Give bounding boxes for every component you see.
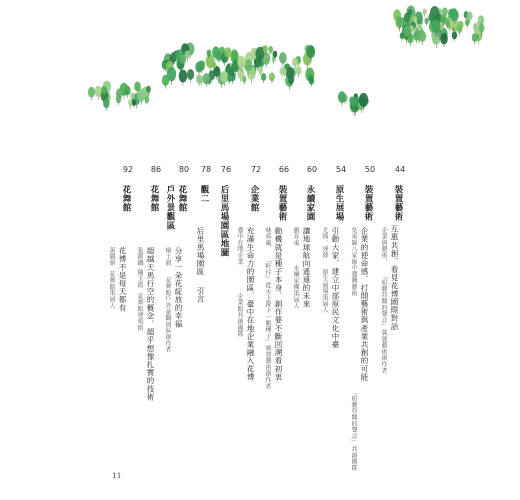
tree-canopy <box>292 58 298 67</box>
tree-canopy <box>167 67 177 81</box>
tree-canopy <box>227 75 232 82</box>
section-sublabel: 戶外景觀區 <box>165 185 175 230</box>
tree-canopy <box>296 66 302 75</box>
entry-byline-role: 「給藝亞聞的聲音」裝置藝術創作者 <box>380 273 387 374</box>
entry-byline: 黃麗娟 <box>108 247 115 266</box>
toc-entry-72[interactable] <box>236 165 264 381</box>
section-label: 花舞館 <box>121 185 131 212</box>
tree-canopy <box>130 92 135 99</box>
tree-canopy <box>268 46 273 53</box>
tree-canopy <box>307 45 316 58</box>
entry-byline-role: 花舞館策展人 <box>108 271 115 309</box>
tree-canopy <box>203 73 211 84</box>
section-label: 裝置藝術 <box>277 185 287 221</box>
tree-canopy <box>273 51 278 58</box>
section-label: 原生展場 <box>334 185 344 221</box>
tree-canopy <box>88 87 95 98</box>
toc-entry-92[interactable] <box>108 165 136 312</box>
section-label: 花舞館 <box>177 185 187 212</box>
tree-canopy <box>134 81 141 91</box>
entry-title: 分享一朵花綻放的幸福 <box>174 247 183 328</box>
entry-byline: 楊士毅 <box>164 247 171 266</box>
tree-canopy <box>187 69 194 80</box>
entry-byline-role: 永續家園策展人 <box>292 265 299 310</box>
toc-entry-78[interactable] <box>196 165 214 304</box>
tree-canopy <box>479 24 485 33</box>
tree-canopy <box>180 54 186 64</box>
tree-canopy <box>440 33 448 44</box>
entry-title: 動機就是種子本身．創作要不斷回溯看初衷 <box>274 227 283 381</box>
tree-canopy <box>445 20 450 27</box>
entry-title: 引動大家．建立中部原民文化中臺 <box>331 227 340 349</box>
tree-canopy <box>309 76 314 84</box>
entry-title: 企業的使命感．打開藝術與產業共創的可能 <box>360 227 369 381</box>
page-number: 86 <box>150 165 162 174</box>
entry-byline-role: 「給藝亞聞的聲音」共創團隊 <box>350 389 357 471</box>
section-label: 花舞館 <box>149 185 159 212</box>
entry-title: 超越天馬行空的概念．超乎想像扎實的技術 <box>146 247 155 401</box>
tree-canopy <box>165 53 170 60</box>
tree-canopy <box>396 16 403 26</box>
section-label: 裝置藝術 <box>363 185 373 221</box>
toc-entry-44[interactable] <box>380 165 408 374</box>
tree-canopy <box>279 52 287 64</box>
page-number: 80 <box>178 165 190 174</box>
toc-entry-76[interactable] <box>218 165 234 257</box>
entry-title: 充滿生命力的園區．臺中在地企業融入花博 <box>246 227 255 381</box>
section-label: 后里馬場園區地圖 <box>219 185 229 257</box>
entry-byline: 臺中在地企業 <box>236 227 243 265</box>
entry-byline-role: 原生展場策展人 <box>321 269 328 314</box>
entry-byline: 吳東錦八家綠中臺灣藝術 <box>350 227 357 297</box>
tree-canopy <box>282 68 287 75</box>
page-number: 66 <box>278 165 290 174</box>
entry-byline-role: 企業館共創團隊 <box>236 293 243 338</box>
entry-title-suffix: 引言 <box>196 287 205 304</box>
page-number: 92 <box>122 165 134 174</box>
tree-canopy <box>403 26 410 37</box>
toc-entry-54[interactable] <box>321 165 349 349</box>
entry-byline: 林舜龍 <box>264 227 271 246</box>
tree-canopy <box>458 21 463 29</box>
forest-illustration <box>0 0 520 140</box>
tree-canopy <box>467 12 473 21</box>
section-label: 永續家園 <box>305 185 315 221</box>
toc-entry-80[interactable] <box>164 165 192 353</box>
entry-byline: 尤瑪．達陸 <box>321 227 328 259</box>
tree-canopy <box>351 97 358 107</box>
tree-canopy <box>125 85 129 91</box>
tree-canopy <box>269 72 275 81</box>
tree-canopy <box>408 9 412 16</box>
tree-canopy <box>288 75 294 84</box>
tree-canopy <box>212 62 216 69</box>
section-label: 裝置藝術 <box>393 185 403 221</box>
page-number: 50 <box>364 165 376 174</box>
tree-canopy <box>423 9 427 16</box>
entry-title: 花博不是每天都有 <box>118 247 127 312</box>
page-number: 76 <box>220 165 232 174</box>
tree-canopy <box>196 75 202 84</box>
toc-entry-50[interactable] <box>350 165 378 471</box>
entry-byline-role: 花舞館建築組 <box>136 293 143 331</box>
tree-canopy <box>263 45 268 53</box>
tree-canopy <box>418 24 423 31</box>
entry-byline: 張源鐵 <box>136 247 143 266</box>
tree-canopy <box>432 20 441 34</box>
tree-canopy <box>179 70 188 83</box>
tree-canopy <box>146 86 151 93</box>
entry-title: 讓地球航向遙遠的未來 <box>302 227 311 308</box>
tree-canopy <box>428 13 434 22</box>
entry-title: 互惠共創．看見花博國際對話 <box>390 225 399 331</box>
tree-canopy <box>424 17 428 24</box>
toc-entry-60[interactable] <box>292 165 320 310</box>
page-number: 44 <box>394 165 406 174</box>
tree-canopy <box>338 91 346 103</box>
entry-byline-2: 陳玉霞 <box>136 269 143 288</box>
tree-canopy <box>116 95 122 103</box>
entry-title: 后里馬場園區 <box>196 227 205 276</box>
tree-canopy <box>440 14 446 23</box>
tree-canopy <box>101 86 107 95</box>
entry-byline-role: 花舞館戶外景觀展區創作者 <box>164 277 171 353</box>
tree-canopy <box>261 73 266 81</box>
tree-canopy <box>132 100 136 106</box>
page-number: 78 <box>200 165 212 174</box>
section-label: 企業館 <box>249 185 259 212</box>
section-label: 觀二 <box>199 185 209 203</box>
page-number: 72 <box>250 165 262 174</box>
tree-canopy <box>103 98 109 108</box>
page-number: 60 <box>306 165 318 174</box>
tree-canopy <box>450 9 458 21</box>
entry-byline: 企業與藝術， <box>380 227 387 265</box>
tree-canopy <box>207 49 212 56</box>
tree-canopy <box>465 19 469 26</box>
tree-canopy <box>258 66 263 74</box>
entry-byline-role: 「籽仔」從天上降下一顆種子」裝置藝術創作者 <box>264 257 271 390</box>
tree-canopy <box>212 46 220 58</box>
toc-entry-66[interactable] <box>264 165 292 390</box>
tree-canopy <box>200 61 204 68</box>
toc-entry-86[interactable] <box>136 165 164 401</box>
tree-canopy <box>237 56 245 69</box>
tree-canopy <box>224 47 231 58</box>
tree-canopy <box>145 96 150 103</box>
page-folio: 11 <box>112 471 122 480</box>
page-number: 54 <box>335 165 347 174</box>
tree-canopy <box>359 93 368 107</box>
entry-byline: 劉育東 <box>292 227 299 246</box>
